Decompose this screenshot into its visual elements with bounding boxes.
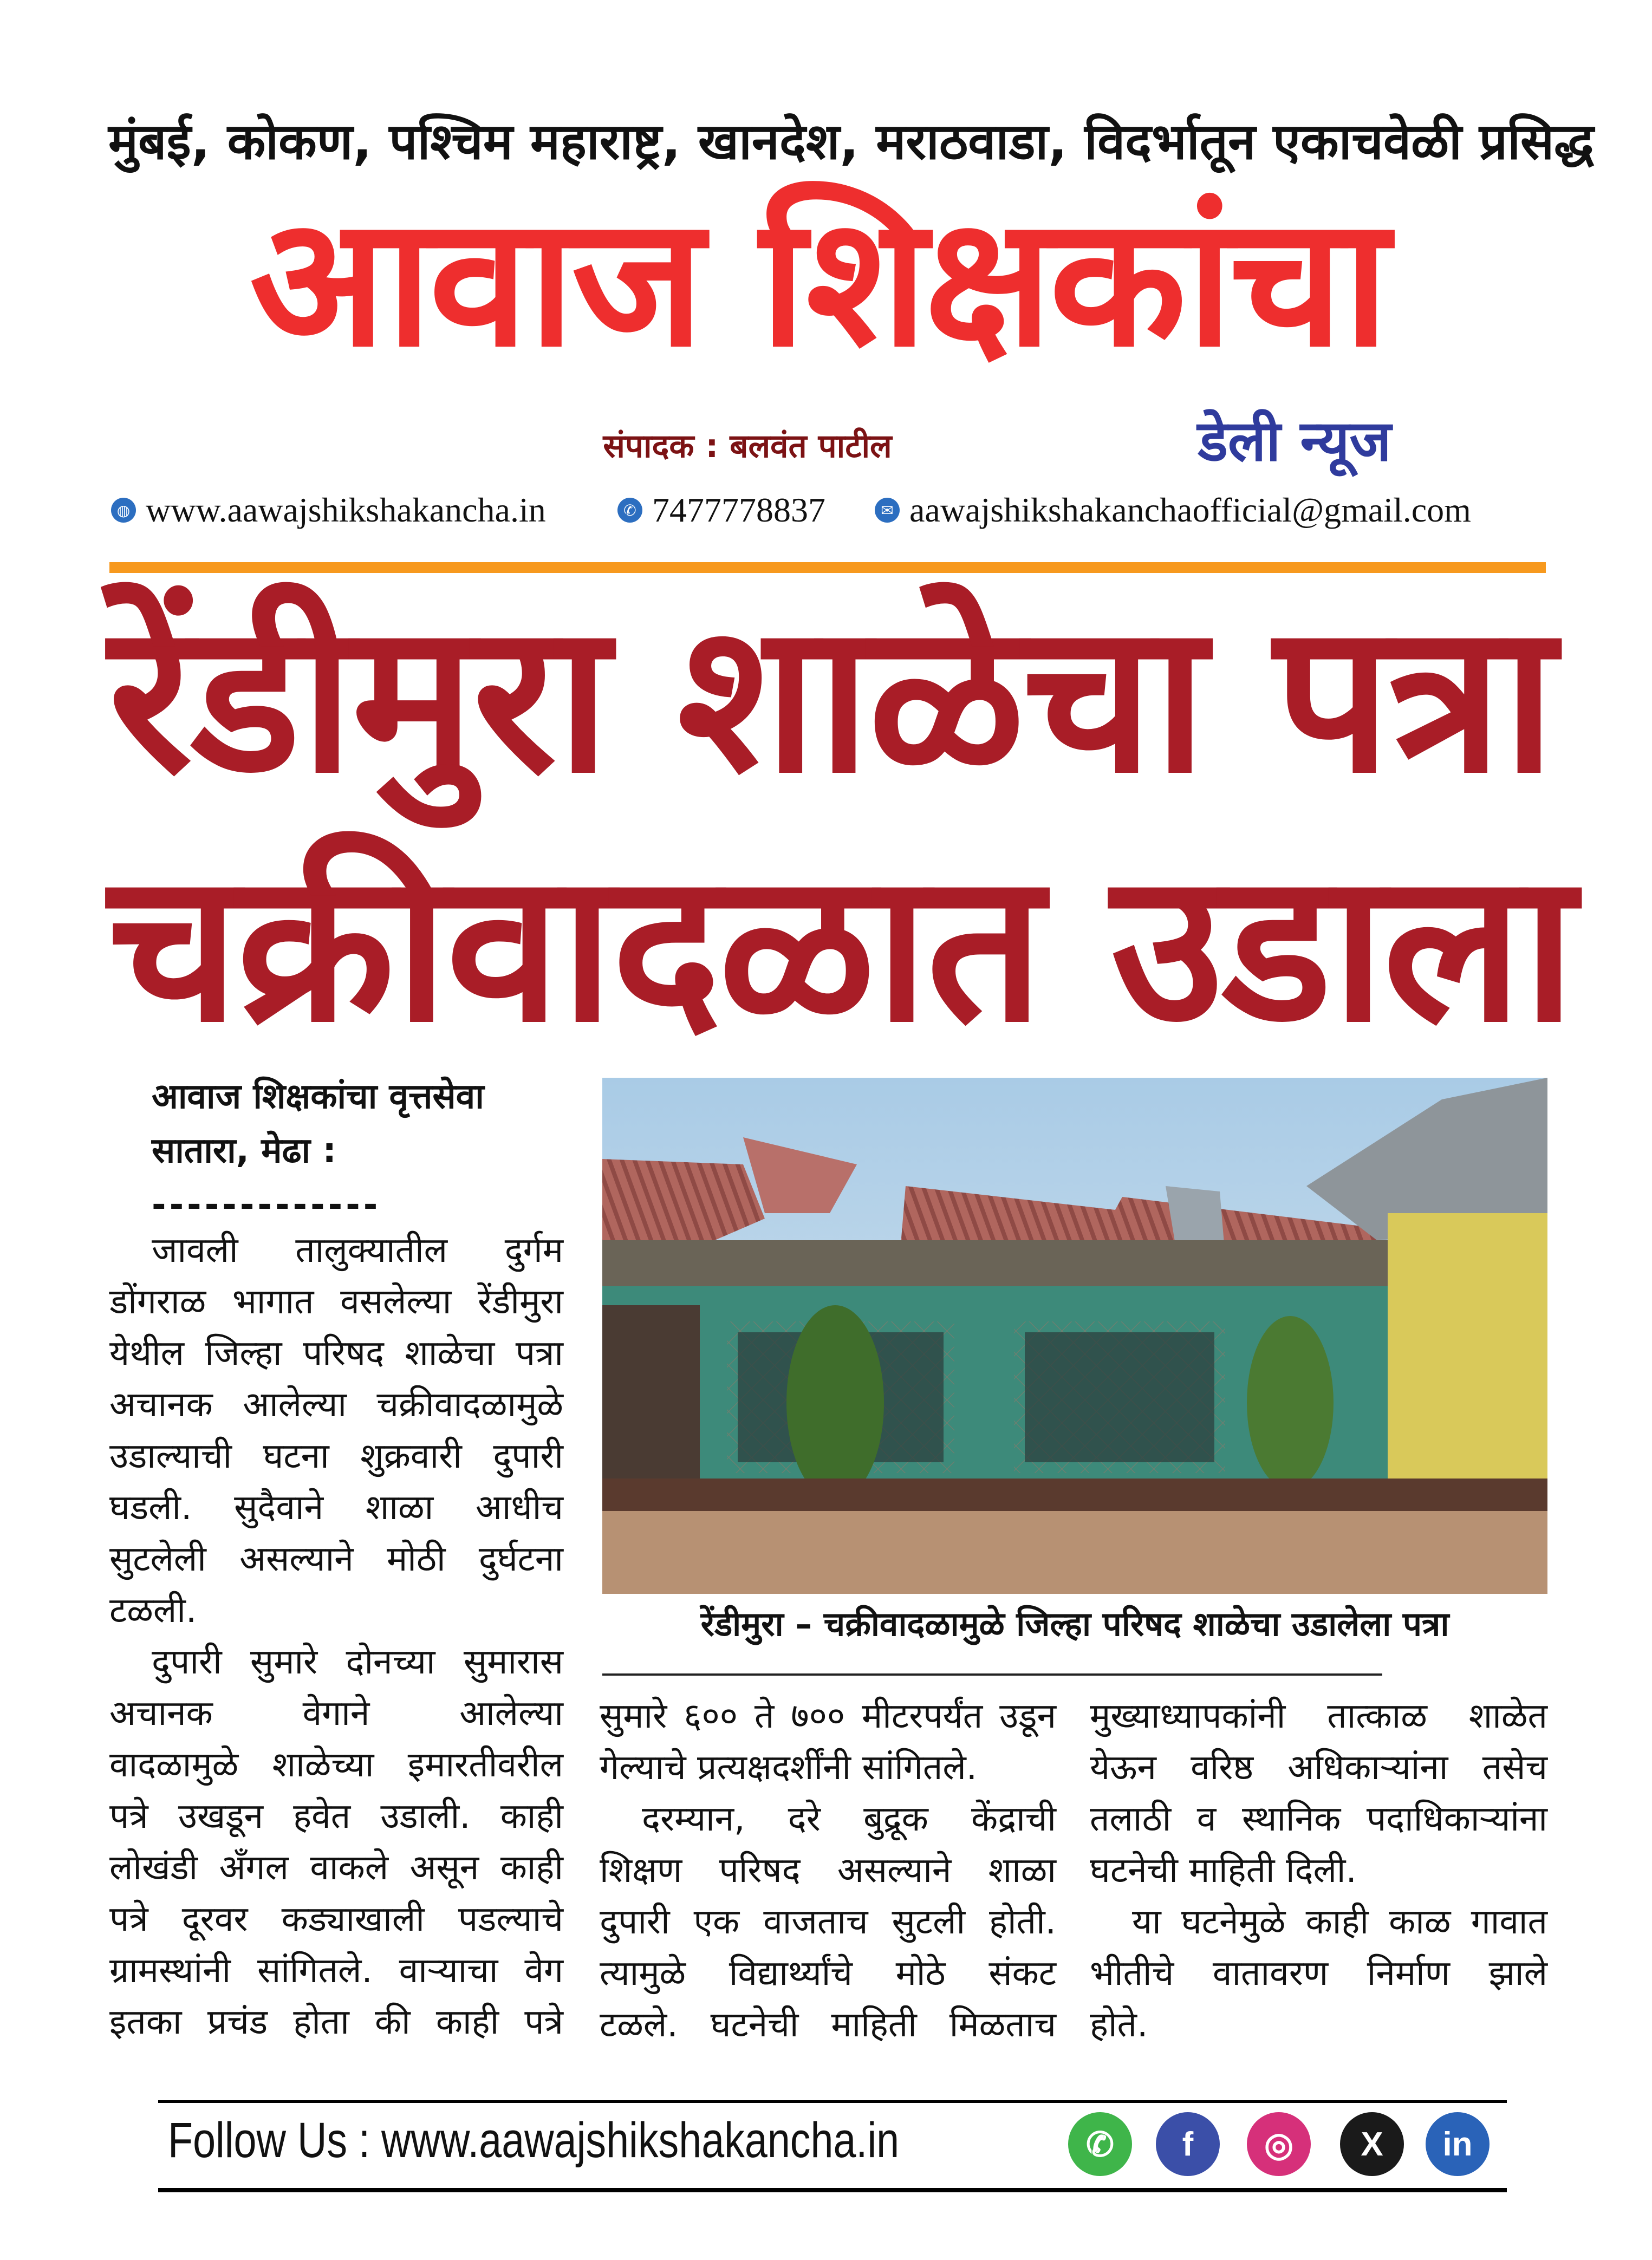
article-column-2 — [600, 1691, 1056, 2051]
article-text-line: वादळामुळे शाळेच्या इमारतीवरील — [109, 1745, 563, 1785]
editor-credit: संपादक : बलवंत पाटील — [603, 427, 892, 465]
article-text-line: दुपारी एक वाजताच सुटली होती. — [600, 1902, 1056, 1942]
dateline-place: सातारा, मेढा : — [152, 1131, 336, 1171]
facebook-icon[interactable]: f — [1156, 2112, 1220, 2176]
phone-icon: ✆ — [617, 498, 642, 523]
article-text-line: सुमारे ६०० ते ७०० मीटरपर्यंत उडून — [600, 1696, 1056, 1736]
globe-icon: ◍ — [111, 498, 136, 523]
article-text-line: घटनेची माहिती दिली. — [1090, 1851, 1357, 1891]
mail-icon: ✉ — [875, 498, 900, 523]
dateline — [152, 1070, 484, 1232]
article-text-line: दरम्यान, दरे बुद्रूक केंद्राची — [642, 1799, 1056, 1839]
article-text-line: भीतीचे वातावरण निर्माण झाले — [1090, 1953, 1547, 1994]
website-contact[interactable] — [111, 490, 546, 530]
article-text-line: जावली तालुक्यातील दुर्गम — [152, 1230, 563, 1271]
article-text-line: पत्रे उखडून हवेत उडाली. काही — [109, 1796, 563, 1836]
article-text-line: लोखंडी अँगल वाकले असून काही — [109, 1848, 563, 1888]
article-text-line: येऊन वरिष्ठ अधिकाऱ्यांना तसेच — [1090, 1748, 1547, 1788]
article-text-line: गेल्याचे प्रत्यक्षदर्शींनी सांगितले. — [600, 1748, 978, 1788]
headline-line-1: रेंडीमुरा शाळेचा पत्रा — [108, 578, 1554, 818]
article-text-line: या घटनेमुळे काही काळ गावात — [1132, 1902, 1547, 1942]
caption-divider — [602, 1673, 1382, 1676]
article-text-line: अचानक वेगाने आलेल्या — [109, 1694, 563, 1734]
article-text-line: टळली. — [109, 1591, 197, 1631]
footer-top-rule — [158, 2100, 1507, 2103]
article-column-3 — [1090, 1691, 1547, 2051]
article-column-1 — [109, 1225, 563, 2048]
phone-contact[interactable] — [617, 490, 825, 530]
article-text-line: इतका प्रचंड होता की काही पत्रे — [109, 2002, 563, 2042]
phone-number[interactable]: 7477778837 — [652, 491, 825, 529]
whatsapp-icon[interactable]: ✆ — [1068, 2112, 1132, 2176]
article-text-line: पत्रे दूरवर कड्याखाली पडल्याचे — [109, 1899, 563, 1939]
article-text-line: येथील जिल्हा परिषद शाळेचा पत्रा — [109, 1333, 563, 1373]
dateline-source: आवाज शिक्षकांचा वृत्तसेवा — [152, 1077, 484, 1117]
article-text-line: मुख्याध्यापकांनी तात्काळ शाळेत — [1090, 1696, 1547, 1736]
dateline-rule: ------------- — [152, 1185, 381, 1225]
article-text-line: त्यामुळे विद्यार्थ्यांचे मोठे संकट — [600, 1953, 1056, 1994]
edition-label: डेली न्यूज — [1198, 408, 1391, 474]
article-text-line: उडाल्याची घटना शुक्रवारी दुपारी — [109, 1436, 563, 1476]
header-divider — [109, 562, 1546, 573]
article-text-line: सुटलेली असल्याने मोठी दुर्घटना — [109, 1539, 563, 1579]
article-text-line: डोंगराळ भागात वसलेल्या रेंडीमुरा — [109, 1282, 563, 1322]
follow-us-link[interactable]: Follow Us : www.aawajshikshakancha.in — [168, 2113, 900, 2168]
photo-caption: रेंडीमुरा – चक्रीवादळामुळे जिल्हा परिषद शाळेचा उडालेला पत्रा — [700, 1604, 1449, 1644]
email-contact[interactable] — [875, 490, 1471, 530]
masthead-logo: आवाज शिक्षकांचा — [249, 178, 1387, 386]
tagline: मुंबई, कोकण, पश्चिम महाराष्ट्र, खानदेश, मराठवाडा, विदर्भातून एकाचवेळी प्रसिद्ध — [108, 113, 1594, 171]
email-link[interactable]: aawajshikshakanchaofficial@gmail.com — [909, 491, 1471, 529]
article-text-line: घडली. सुदैवाने शाळा आधीच — [109, 1488, 563, 1528]
footer-bottom-rule — [158, 2188, 1507, 2192]
school-roof-damage-photo — [602, 1078, 1547, 1594]
article-text-line: शिक्षण परिषद असल्याने शाळा — [600, 1851, 1056, 1891]
news-photo — [602, 1078, 1547, 1594]
article-text-line: टळले. घटनेची माहिती मिळताच — [600, 2005, 1056, 2045]
headline-line-2: चक्रीवादळात उडाला — [108, 828, 1574, 1067]
contact-bar — [111, 490, 1546, 533]
article-text-line: होते. — [1090, 2005, 1148, 2045]
article-text-line: तलाठी व स्थानिक पदाधिकाऱ्यांना — [1090, 1799, 1547, 1839]
x-icon[interactable]: X — [1340, 2112, 1404, 2176]
linkedin-icon[interactable]: in — [1426, 2112, 1490, 2176]
article-text-line: दुपारी सुमारे दोनच्या सुमारास — [152, 1642, 563, 1682]
article-text-line: ग्रामस्थांनी सांगितले. वाऱ्याचा वेग — [109, 1951, 563, 1991]
website-link[interactable]: www.aawajshikshakancha.in — [146, 491, 546, 529]
article-text-line: अचानक आलेल्या चक्रीवादळामुळे — [109, 1385, 563, 1425]
instagram-icon[interactable]: ◎ — [1247, 2112, 1311, 2176]
